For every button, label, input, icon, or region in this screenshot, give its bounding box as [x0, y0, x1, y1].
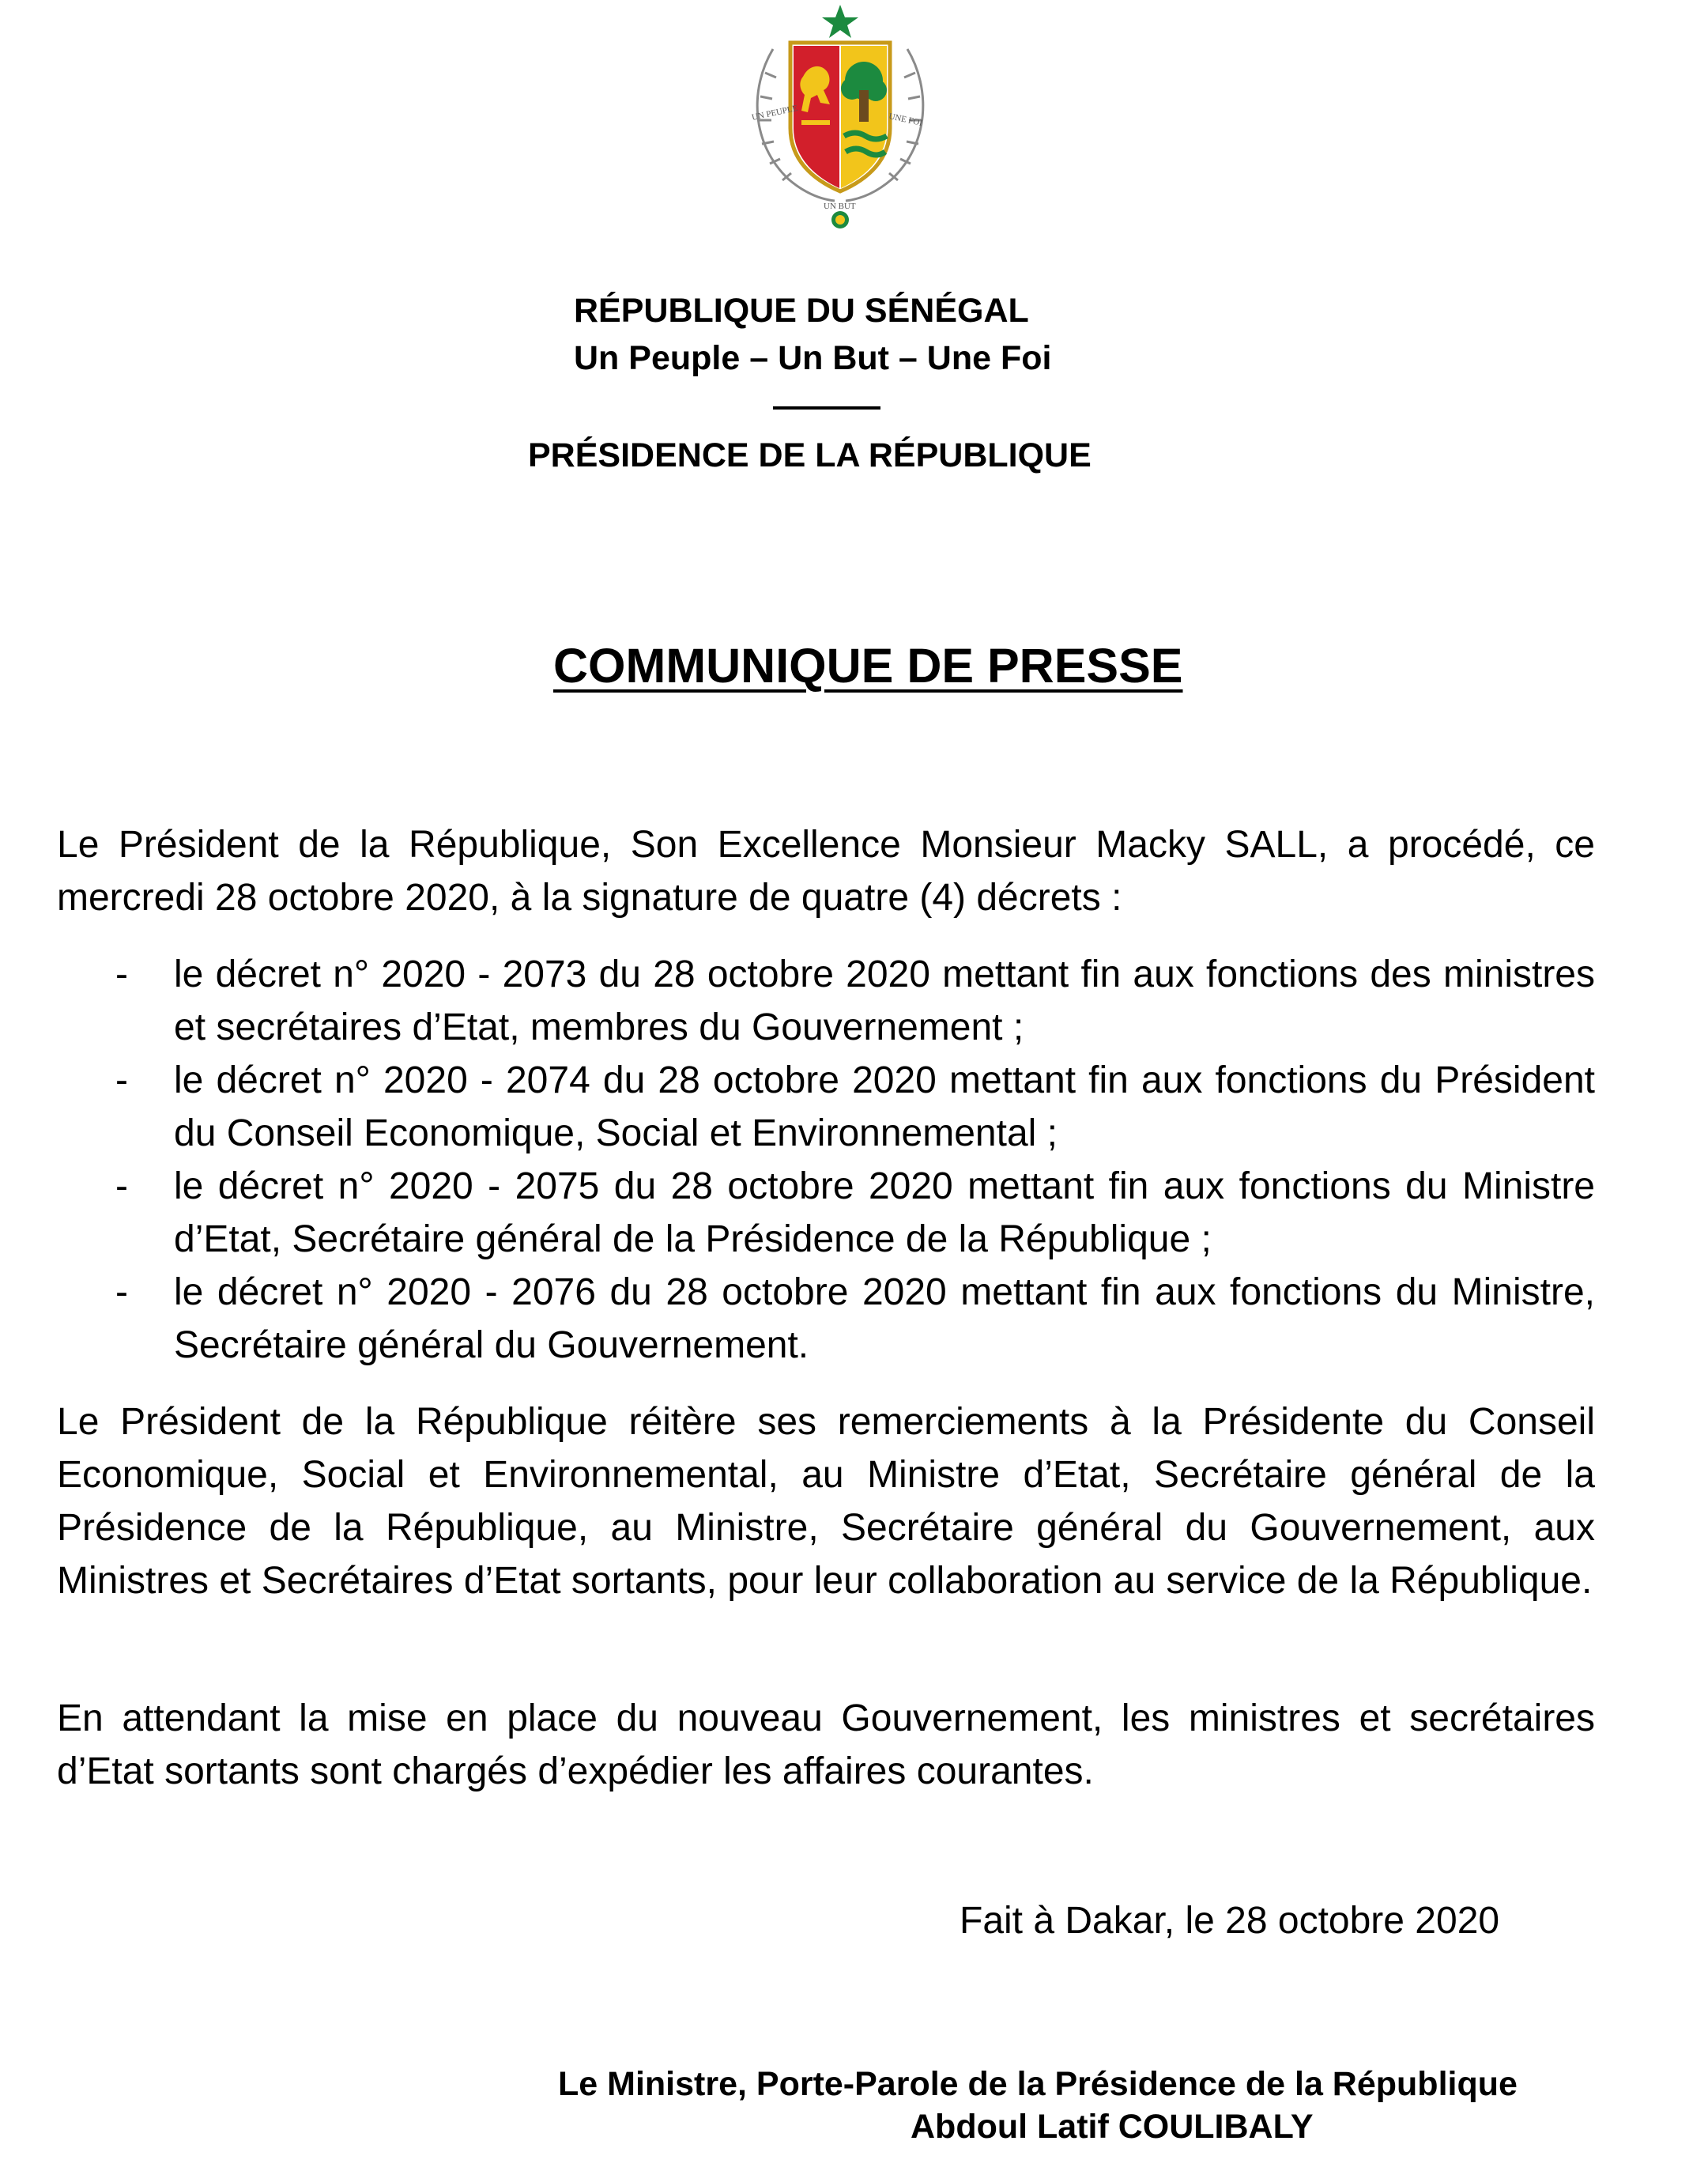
list-bullet: - — [115, 1165, 128, 1207]
list-bullet: - — [115, 1271, 128, 1313]
signatory-name: Abdoul Latif COULIBALY — [911, 2108, 1314, 2146]
medal-icon — [831, 211, 849, 228]
interim-paragraph: En attendant la mise en place du nouveau Gouvernement, les ministres et secrétaires d’Etat sortants sont chargés d’expédier les affaires courantes. — [57, 1697, 1595, 1792]
decree-list — [57, 948, 1595, 1372]
national-motto: Un Peuple – Un But – Une Foi — [574, 339, 1052, 377]
document-title: COMMUNIQUE DE PRESSE — [553, 639, 1183, 693]
svg-text:UN PEUPLE: UN PEUPLE — [751, 103, 799, 123]
list-item — [57, 948, 1595, 1054]
thanks-paragraph: Le Président de la République réitère ses remerciements à la Présidente du Conseil Economique, Social et Environnemental, au Ministre d’Etat, Secrétaire général de la Présidence de la République, au Ministre, Secrétaire général du Gouvernement, aux Ministres et Secrétaires d’Etat sortants, pour leur collaboration au service de la République. — [57, 1401, 1595, 1602]
decree-text: le décret n° 2020 - 2074 du 28 octobre 2020 mettant fin aux fonctions du Président du Conseil Economique, Social et Environnemental ; — [174, 1059, 1595, 1154]
svg-text:UNE FOI: UNE FOI — [888, 111, 924, 128]
green-star-icon — [822, 5, 858, 38]
senegal-coat-of-arms-icon — [741, 2, 939, 231]
office-name: PRÉSIDENCE DE LA RÉPUBLIQUE — [528, 436, 1092, 474]
decree-text: le décret n° 2020 - 2076 du 28 octobre 2020 mettant fin aux fonctions du Ministre, Secrétaire général du Gouvernement. — [174, 1271, 1595, 1366]
country-name: RÉPUBLIQUE DU SÉNÉGAL — [574, 292, 1029, 330]
decree-text: le décret n° 2020 - 2073 du 28 octobre 2020 mettant fin aux fonctions des ministres et secrétaires d’Etat, membres du Gouvernement ; — [174, 953, 1595, 1048]
intro-paragraph: Le Président de la République, Son Excellence Monsieur Macky SALL, a procédé, ce mercredi 28 octobre 2020, à la signature de quatre (4) décrets : — [57, 824, 1595, 919]
list-item — [57, 1266, 1595, 1372]
list-item — [57, 1054, 1595, 1160]
list-item — [57, 1160, 1595, 1266]
decree-text: le décret n° 2020 - 2075 du 28 octobre 2020 mettant fin aux fonctions du Ministre d’Etat, Secrétaire général de la Présidence de la République ; — [174, 1165, 1595, 1260]
header-divider — [773, 406, 880, 410]
svg-text:UN BUT: UN BUT — [824, 202, 856, 211]
signatory-title: Le Ministre, Porte-Parole de la Présidence de la République — [558, 2065, 1518, 2103]
place-and-date: Fait à Dakar, le 28 octobre 2020 — [960, 1900, 1500, 1942]
list-bullet: - — [115, 1059, 128, 1101]
list-bullet: - — [115, 953, 128, 995]
